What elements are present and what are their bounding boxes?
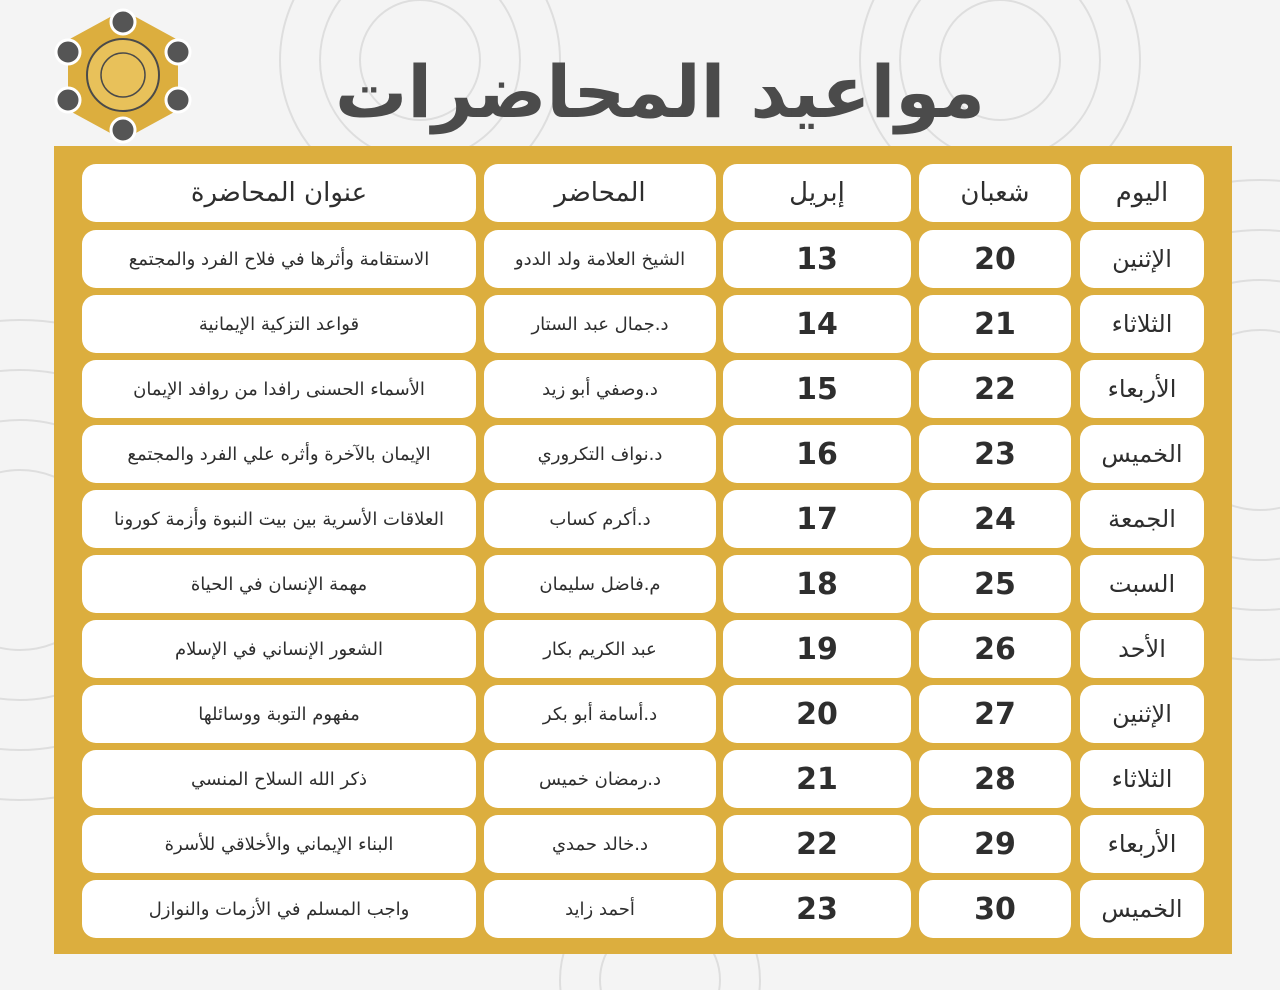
row-2-topic: قواعد التزكية الإيمانية xyxy=(82,295,476,353)
row-4-april: 16 xyxy=(723,425,911,483)
row-11-day: الخميس xyxy=(1080,880,1204,938)
row-2-day: الثلاثاء xyxy=(1080,295,1204,353)
row-4-topic: الإيمان بالآخرة وأثره علي الفرد والمجتمع xyxy=(82,425,476,483)
row-7-day: الأحد xyxy=(1080,620,1204,678)
row-5-lecturer: د.أكرم كساب xyxy=(484,490,716,548)
row-9-shaban: 28 xyxy=(919,750,1071,808)
header-april: إبريل xyxy=(723,164,911,222)
row-4-shaban: 23 xyxy=(919,425,1071,483)
page-title: مواعيد المحاضرات xyxy=(335,50,985,134)
row-6-lecturer: م.فاضل سليمان xyxy=(484,555,716,613)
row-5-shaban: 24 xyxy=(919,490,1071,548)
row-8-day: الإثنين xyxy=(1080,685,1204,743)
row-6-day: السبت xyxy=(1080,555,1204,613)
row-5-april: 17 xyxy=(723,490,911,548)
row-7-topic: الشعور الإنساني في الإسلام xyxy=(82,620,476,678)
row-4-day: الخميس xyxy=(1080,425,1204,483)
row-10-day: الأربعاء xyxy=(1080,815,1204,873)
row-1-lecturer: الشيخ العلامة ولد الددو xyxy=(484,230,716,288)
row-10-topic: البناء الإيماني والأخلاقي للأسرة xyxy=(82,815,476,873)
row-3-april: 15 xyxy=(723,360,911,418)
row-3-shaban: 22 xyxy=(919,360,1071,418)
row-6-april: 18 xyxy=(723,555,911,613)
header-topic: عنوان المحاضرة xyxy=(82,164,476,222)
row-4-lecturer: د.نواف التكروري xyxy=(484,425,716,483)
row-11-april: 23 xyxy=(723,880,911,938)
row-2-shaban: 21 xyxy=(919,295,1071,353)
row-7-april: 19 xyxy=(723,620,911,678)
row-1-april: 13 xyxy=(723,230,911,288)
row-1-shaban: 20 xyxy=(919,230,1071,288)
row-2-lecturer: د.جمال عبد الستار xyxy=(484,295,716,353)
row-11-lecturer: أحمد زايد xyxy=(484,880,716,938)
row-5-topic: العلاقات الأسرية بين بيت النبوة وأزمة كورونا xyxy=(82,490,476,548)
row-5-day: الجمعة xyxy=(1080,490,1204,548)
row-10-lecturer: د.خالد حمدي xyxy=(484,815,716,873)
row-6-topic: مهمة الإنسان في الحياة xyxy=(82,555,476,613)
row-10-april: 22 xyxy=(723,815,911,873)
row-2-april: 14 xyxy=(723,295,911,353)
row-9-day: الثلاثاء xyxy=(1080,750,1204,808)
row-3-topic: الأسماء الحسنى رافدا من روافد الإيمان xyxy=(82,360,476,418)
row-8-shaban: 27 xyxy=(919,685,1071,743)
row-8-lecturer: د.أسامة أبو بكر xyxy=(484,685,716,743)
row-9-lecturer: د.رمضان خميس xyxy=(484,750,716,808)
row-9-april: 21 xyxy=(723,750,911,808)
row-8-april: 20 xyxy=(723,685,911,743)
row-10-shaban: 29 xyxy=(919,815,1071,873)
row-1-day: الإثنين xyxy=(1080,230,1204,288)
row-3-lecturer: د.وصفي أبو زيد xyxy=(484,360,716,418)
row-11-topic: واجب المسلم في الأزمات والنوازل xyxy=(82,880,476,938)
header-lecturer: المحاضر xyxy=(484,164,716,222)
row-8-topic: مفهوم التوبة ووسائلها xyxy=(82,685,476,743)
row-11-shaban: 30 xyxy=(919,880,1071,938)
row-7-lecturer: عبد الكريم بكار xyxy=(484,620,716,678)
row-6-shaban: 25 xyxy=(919,555,1071,613)
people-circle-logo-icon xyxy=(38,0,208,180)
header-day: اليوم xyxy=(1080,164,1204,222)
header-shaban: شعبان xyxy=(919,164,1071,222)
row-3-day: الأربعاء xyxy=(1080,360,1204,418)
row-1-topic: الاستقامة وأثرها في فلاح الفرد والمجتمع xyxy=(82,230,476,288)
row-7-shaban: 26 xyxy=(919,620,1071,678)
row-9-topic: ذكر الله السلاح المنسي xyxy=(82,750,476,808)
